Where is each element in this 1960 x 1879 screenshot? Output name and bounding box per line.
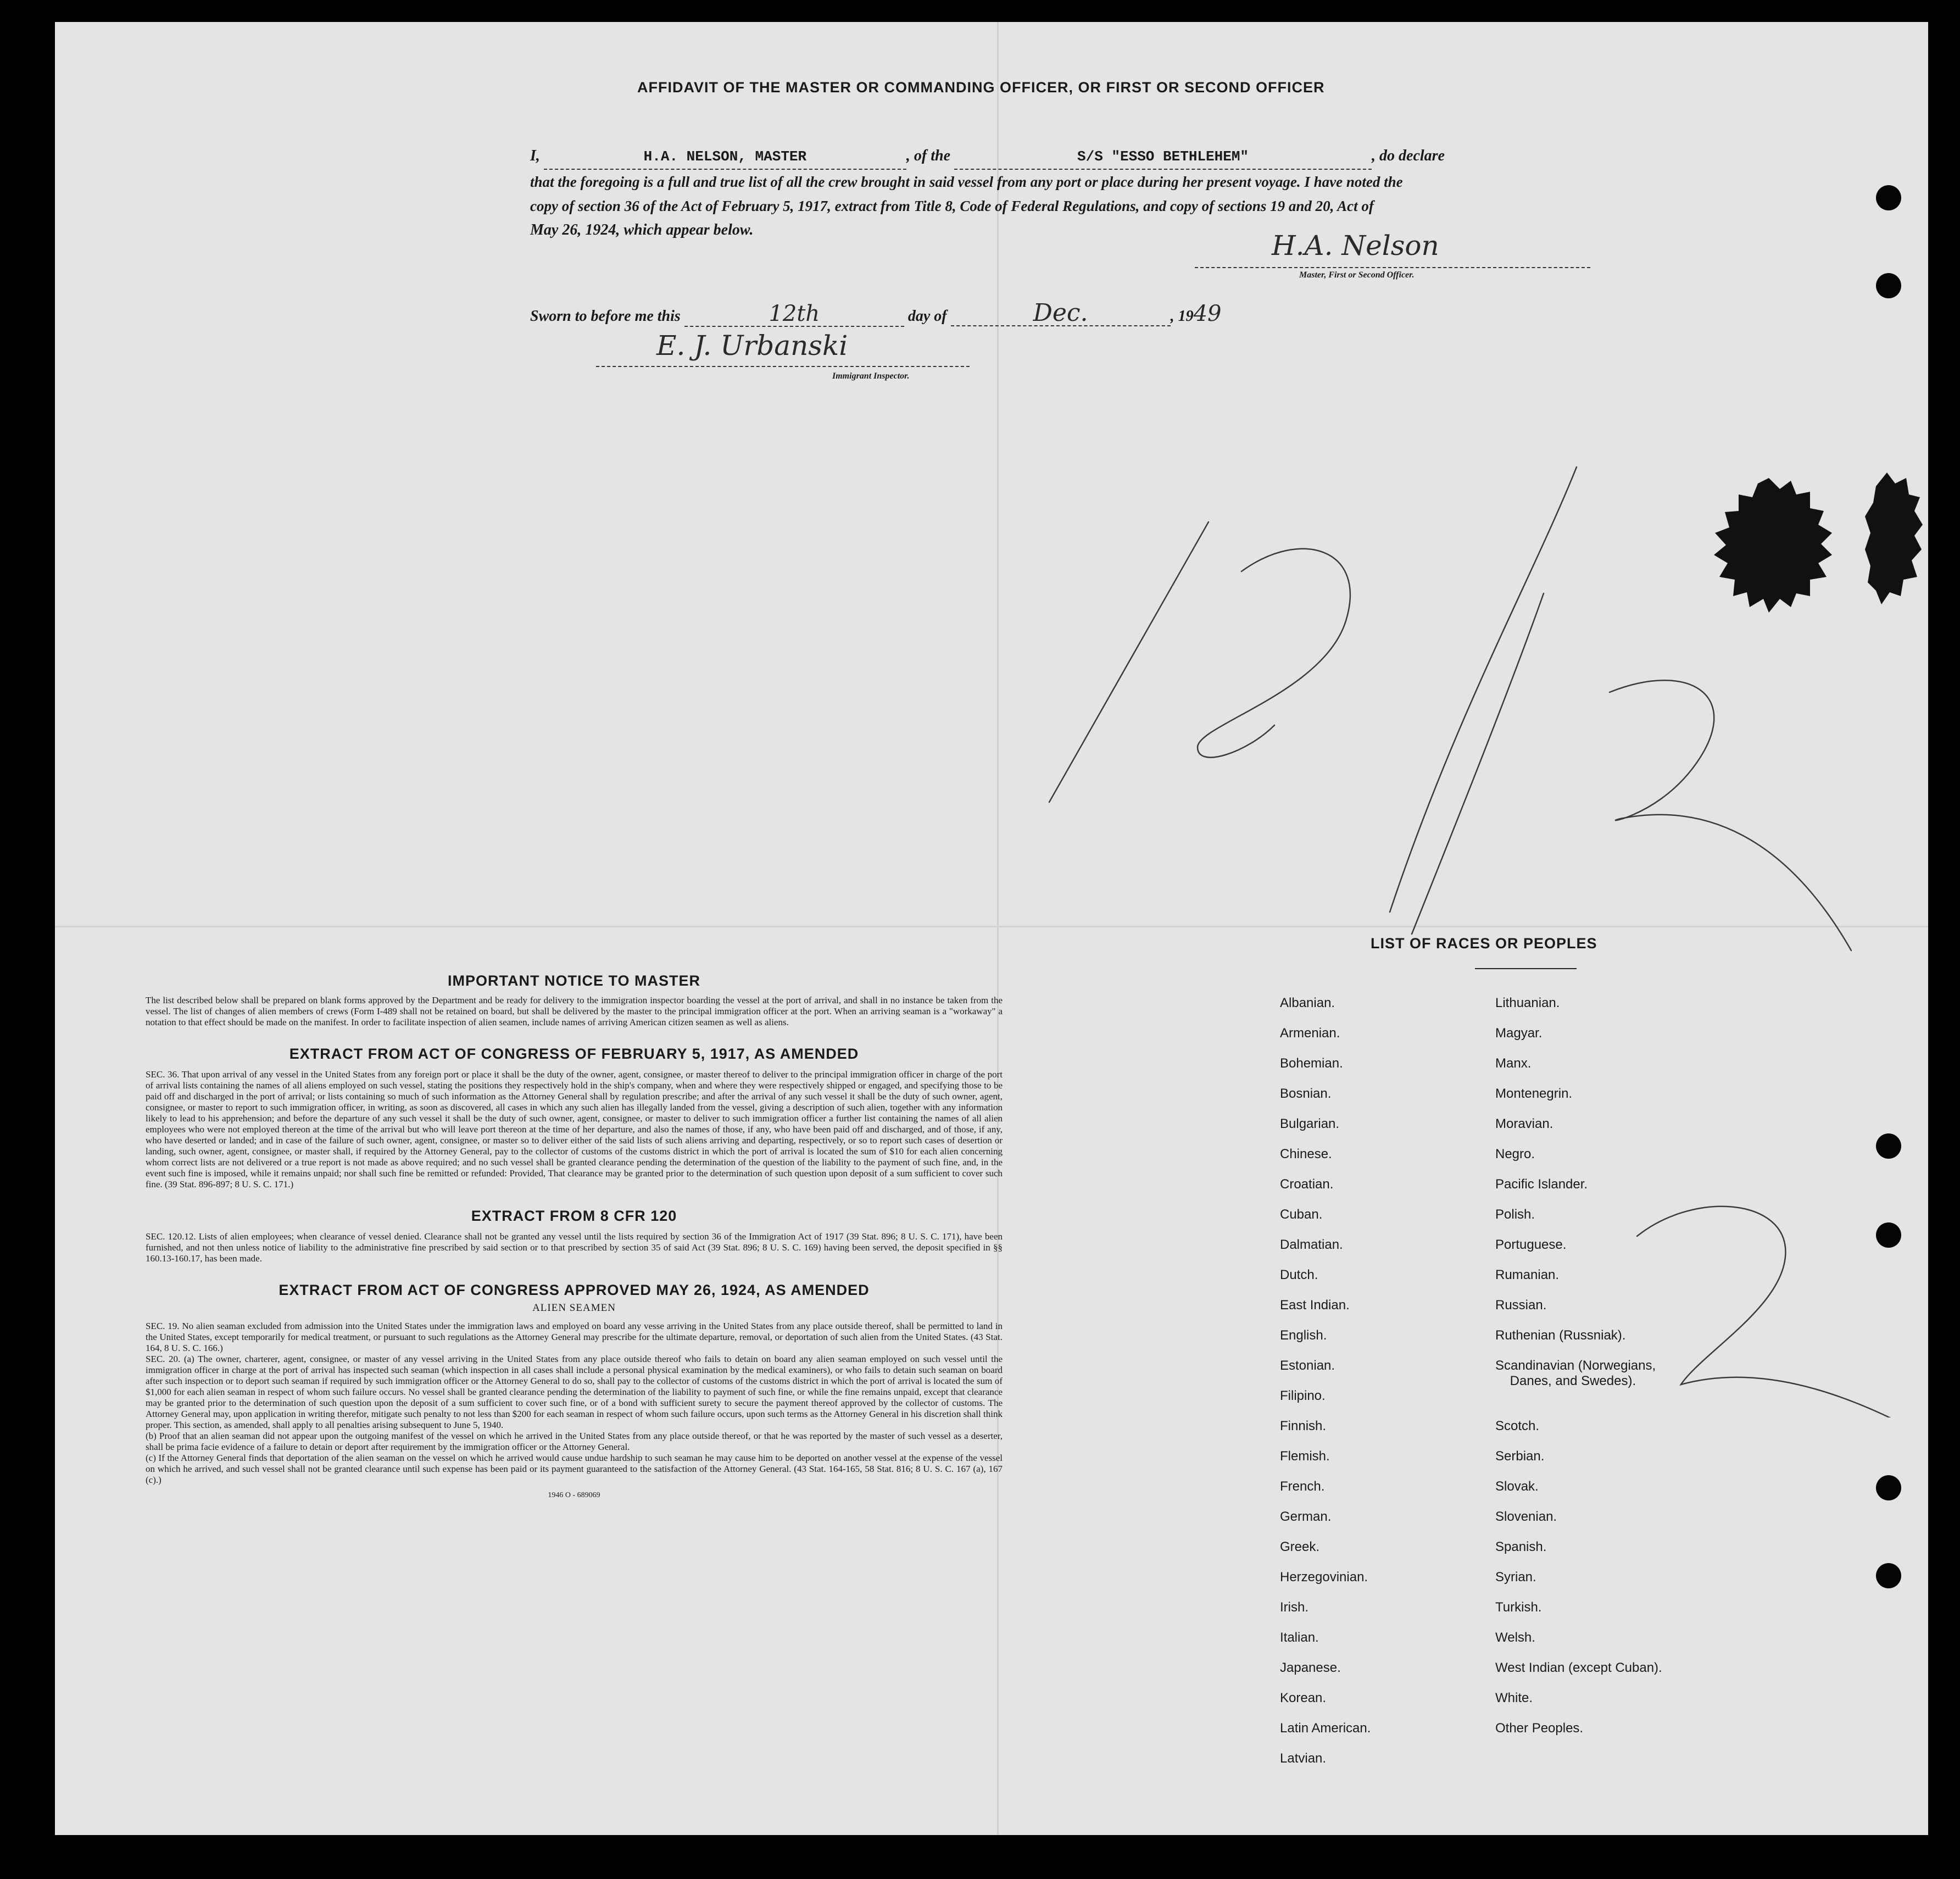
race-item: Armenian. [1280,1026,1340,1041]
year-prefix: , 19 [1170,308,1194,325]
race-item: Manx. [1495,1056,1532,1071]
race-item: Cuban. [1280,1207,1323,1222]
master-name-field: H.A. NELSON, MASTER [544,144,906,170]
race-item: Bohemian. [1280,1056,1343,1071]
fold-line-vertical [997,22,999,1835]
race-item: Ruthenian (Russniak). [1495,1328,1626,1343]
race-item: Welsh. [1495,1630,1535,1645]
notice-section [146,972,1003,1500]
notice-body: The list described below shall be prepared on blank forms approved by the Department and be ready for delivery to the immigration inspector boarding the vessel at the port of arrival, and shall in no instance be taken from the vessel. The list of changes of alien members of crews (Form I-489 shall not be retained on board, but shall be delivered by the master to the principal immigration officer at the port. When an arriving seaman is a "workaway" a notation to that effect should be made on the manifest. In order to facilitate inspection of alien seamen, include names of arriving American citizen seamen as well as aliens. [146,995,1003,1027]
master-signature-caption: Master, First or Second Officer. [1299,270,1415,280]
race-item: Montenegrin. [1495,1086,1573,1101]
extract-1917-body: SEC. 36. That upon arrival of any vessel in the United States from any foreign port or place it shall be the duty of the owner, agent, consignee, or master thereof to deliver to the principal immigration officer in charge of the port of arrival lists containing the names of all aliens employed on such vessel, stating the positions they respectively hold in the ship's company, when and where they were respectively shipped or engaged, and specifying those to be paid off and discharged in the port of arrival; or lists containing so much of such information as the Attorney General shall by regulation prescribe; and after the arrival of any such vessel it shall be the duty of such owner, agent, consignee, or master to report to such immigration officer, in writing, as soon as discovered, all cases in which any such alien has illegally landed from the vessel, giving a description of such alien, together with any information likely to lead to his apprehension; and before the departure of any such vessel it shall be the duty of such owner, agent, consignee, or master to deliver to such immigration officer a further list containing the names of all alien employees who were not employed thereon at the time of the arrival but who will leave port thereon at the time of her departure, and also the names of those, if any, who have been paid off and discharged, and of those, if any, who have deserted or landed; and in case of the failure of such owner, agent, consignee, or master so to deliver either of the said lists of such aliens arriving and departing, respectively, or so to report such cases of desertion or landing, such owner, agent, consignee, or master shall, if required by the Attorney General, pay to the collector of customs of the customs district in which the port of arrival is located the sum of $10 for each alien concerning whom correct lists are not delivered or a true report is not made as above required; and no such vessel shall be granted clearance pending the determination of the question of the liability to the payment of such fine, and, in the event such fine is imposed, while it remains unpaid; nor shall such fine be remitted or refunded: Provided, That clearance may be granted prior to the determination of such question upon deposit of a sum sufficient to cover such fine. (39 Stat. 896-897; 8 U. S. C. 171.) [146,1069,1003,1189]
race-item: Bosnian. [1280,1086,1332,1101]
print-code: 1946 O - 689069 [548,1491,600,1499]
race-item: Japanese. [1280,1660,1341,1675]
punch-hole [1876,185,1901,210]
race-item: Albanian. [1280,996,1335,1010]
race-item: German. [1280,1509,1332,1524]
race-item: Chinese. [1280,1147,1332,1161]
race-item: Croatian. [1280,1177,1334,1192]
races-list-title: LIST OF RACES OR PEOPLES [1371,935,1597,952]
of-the-label: of the [914,147,951,164]
race-item: Syrian. [1495,1570,1536,1585]
race-item: Irish. [1280,1600,1309,1615]
race-item: French. [1280,1479,1325,1494]
race-item: Magyar. [1495,1026,1543,1041]
extract-1917-title: EXTRACT FROM ACT OF CONGRESS OF FEBRUARY 5, 1917, AS AMENDED [289,1046,859,1062]
race-item: Korean. [1280,1691,1327,1705]
race-item: Russian. [1495,1298,1547,1313]
race-item: Slovak. [1495,1479,1539,1494]
race-item: Finnish. [1280,1419,1327,1433]
punch-hole [1876,1475,1901,1500]
declaration-line-2: that the foregoing is a full and true list of all the crew brought in said vessel from any port or place during her present voyage. I have noted the [530,174,1403,190]
race-item: Latvian. [1280,1751,1327,1766]
race-item: Spanish. [1495,1539,1547,1554]
sworn-line [530,301,1221,329]
race-item: Bulgarian. [1280,1116,1340,1131]
race-item: Slovenian. [1495,1509,1557,1524]
inspector-signature-line [596,330,970,367]
race-item: Polish. [1495,1207,1535,1222]
race-item: Flemish. [1280,1449,1330,1464]
race-item: Pacific Islander. [1495,1177,1588,1192]
race-item: Negro. [1495,1147,1535,1161]
punch-hole [1876,1222,1901,1248]
race-item: Italian. [1280,1630,1319,1645]
master-signature-line [1195,230,1590,268]
extract-1924-sec19: SEC. 19. No alien seaman excluded from admission into the United States under the immigration laws and employed on board any vesse arriving in the United States from any place outside thereof, shall be permitted to land in the United States, except temporarily for medical treatment, or pursuant to such regulations as the Attorney General may prescribe for the ultimate departure, removal, or deportation of such alien from the United States. (43 Stat. 164, 8 U. S. C. 166.) [146,1321,1003,1353]
i-label: I, [530,147,540,164]
extract-1924-title: EXTRACT FROM ACT OF CONGRESS APPROVED MAY 26, 1924, AS AMENDED [279,1282,870,1298]
race-item: Scandinavian (Norwegians, Danes, and Swedes). [1495,1358,1656,1388]
inspector-caption: Immigrant Inspector. [832,371,910,381]
race-item: White. [1495,1691,1533,1705]
document-page [55,22,1928,1835]
race-item: Other Peoples. [1495,1721,1584,1736]
extract-1924-sec20c: (c) If the Attorney General finds that deportation of the alien seaman on the vessel on which he arrived would cause undue hardship to such seaman he may cause him to be deported on another vessel at the expense of the vessel on which he arrived, and such vessel shall not be granted clearance until such expense has been paid or its payment guaranteed to the satisfaction of the Attorney General. (43 Stat. 164-165, 58 Stat. 816; 8 U. S. C. 167 (a), 167 (c).) [146,1453,1003,1485]
declaration-line-4: May 26, 1924, which appear below. [530,221,754,238]
race-item: Estonian. [1280,1358,1335,1373]
race-item: Filipino. [1280,1388,1326,1403]
do-declare-label: do declare [1379,147,1445,164]
race-item: Moravian. [1495,1116,1553,1131]
race-item: West Indian (except Cuban). [1495,1660,1662,1675]
vessel-name-field: S/S "ESSO BETHLEHEM" [954,144,1372,170]
race-item: Scotch. [1495,1419,1540,1433]
race-item: Lithuanian. [1495,996,1560,1010]
punch-hole [1876,1563,1901,1588]
race-item: Dalmatian. [1280,1237,1343,1252]
race-item: Serbian. [1495,1449,1545,1464]
sworn-day-field: 12th [684,302,904,327]
punch-hole [1876,1133,1901,1159]
affidavit-declaration: I, H.A. NELSON, MASTER , of the S/S "ESSO BETHLEHEM" , do declare that the foregoing is a full and true list of all the crew brought in said vessel from any port or place during her present voyage. I have noted the copy of section 36 of the Act of February 5, 1917, extract from Title 8, Code of Federal Regulations, and copy of sections 19 and 20, Act of May 26, 1924, which appear below. [530,144,1585,242]
notary-seal-stamp [1686,472,1923,637]
inspector-signature: E. J. Urbanski [656,330,848,362]
day-of-label: day of [907,308,947,325]
extract-cfr-body: SEC. 120.12. Lists of alien employees; when clearance of vessel denied. Clearance shall not be granted any vessel until the lists required by section 36 of the Immigration Act of 1917 (39 Stat. 896; 8 U. S. C. 171), have been furnished, and not then unless notice of liability to the administrative fine prescribed by said section or to that prescribed by section 35 of said Act (39 Stat. 896; 8 U. S. C. 169) having been served, the deposit specified in §§ 160.13-160.17, has been made. [146,1231,1003,1264]
year-suffix: 49 [1193,301,1222,326]
punch-hole [1876,273,1901,298]
race-item: East Indian. [1280,1298,1350,1313]
master-signature: H.A. Nelson [1272,230,1439,262]
alien-seamen-subtitle: ALIEN SEAMEN [532,1302,616,1314]
race-item: Dutch. [1280,1268,1318,1282]
race-item: Rumanian. [1495,1268,1560,1282]
extract-cfr-title: EXTRACT FROM 8 CFR 120 [471,1208,677,1224]
extract-1924-sec20a: SEC. 20. (a) The owner, charterer, agent, consignee, or master of any vessel arriving in the United States from any place outside thereof who fails to detain on board any alien seaman employed on such vessel until the immigration officer in charge at the port of arrival has inspected such seaman (which inspection in all cases shall include a personal physical examination by the medical examiners), or who fails to detain such seaman on board after such inspection or to deport such seaman if required by such immigration officer or the Attorney General to do so, shall pay to the collector of customs of the customs district in which the port of arrival is located the sum of $1,000 for each alien seaman in respect of whom such failure occurs. No vessel shall be granted clearance pending the determination of the liability to payment of such fine, or while the fine remains unpaid, except that clearance may be granted prior to the determination of such question upon the deposit of a sum sufficient to cover such fine, or of a bond with sufficient surety to secure the payment thereof approved by the collector of customs. The Attorney General may, upon application in writing therefor, mitigate such penalty to not less than $200 for each seaman in respect of whom such failure occurs, upon such terms as the Attorney General in his discretion shall think proper. This section, as amended, shall apply to all penalties arising subsequent to June 5, 1940. [146,1354,1003,1430]
extract-1924-sec20b: (b) Proof that an alien seaman did not appear upon the outgoing manifest of the vessel on which he arrived in the United States from any place outside thereof, or that he was reported by the master of such vessel as a deserter, shall be prima facie evidence of a failure to detain or deport after requirement by the immigration officer or the Attorney General. [146,1431,1003,1452]
race-item: Latin American. [1280,1721,1371,1736]
race-item: Portuguese. [1495,1237,1567,1252]
declaration-line-3: copy of section 36 of the Act of February 5, 1917, extract from Title 8, Code of Federal Regulations, and copy of sections 19 and 20, Act of [530,198,1374,214]
race-item: Herzegovinian. [1280,1570,1368,1585]
sworn-month-field: Dec. [951,301,1171,326]
race-item: Turkish. [1495,1600,1542,1615]
sworn-label: Sworn to before me this [530,308,681,325]
race-item: Greek. [1280,1539,1320,1554]
race-item: English. [1280,1328,1327,1343]
affidavit-title: AFFIDAVIT OF THE MASTER OR COMMANDING OFFICER, OR FIRST OR SECOND OFFICER [637,79,1325,96]
races-title-rule [1475,968,1577,969]
notice-title: IMPORTANT NOTICE TO MASTER [448,972,700,989]
